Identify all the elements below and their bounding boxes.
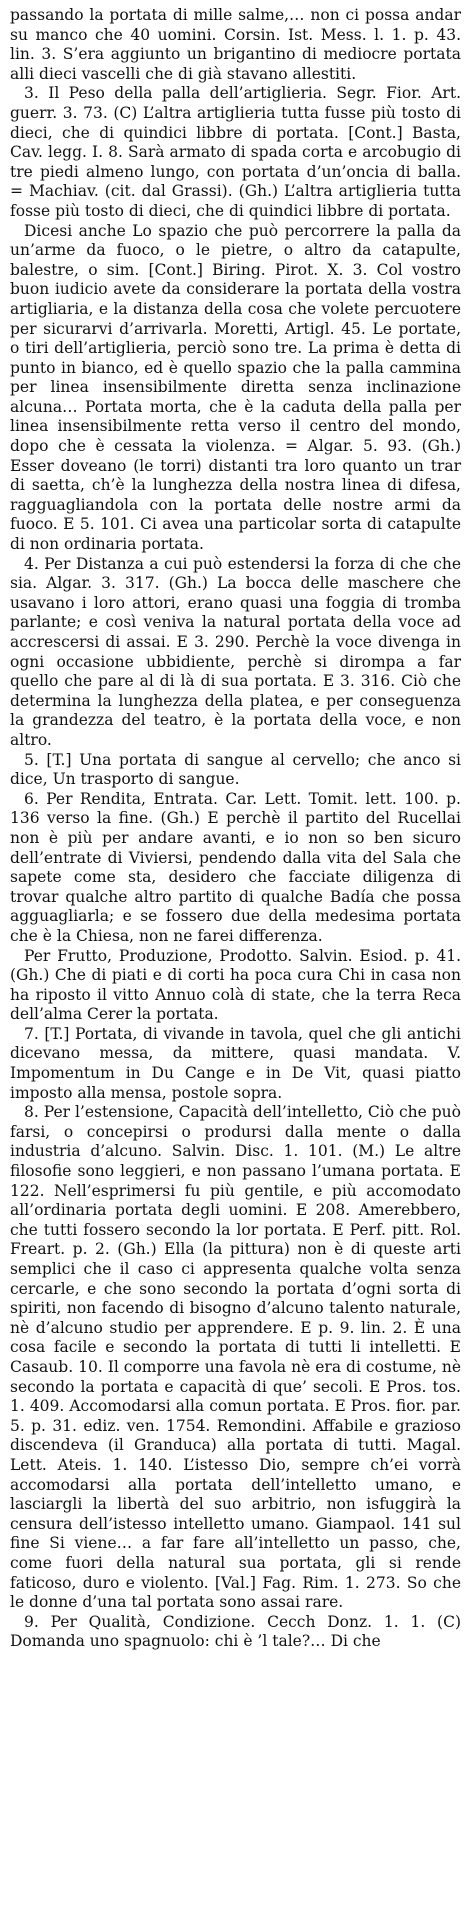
entry-sense-7: 7. [T.] Portata, di vivande in tavola, quel che gli antichi dicevano messa, da mittere, quasi mandata. V. Impomentum in Du Cange e in De Vit, quasi piatto imposto alla mensa, postole sopra. [10, 1024, 461, 1102]
entry-sense-8: 8. Per l’estensione, Capacità dell’intelletto, Ciò che può farsi, o concepirsi o prodursi dalla mente o dalla industria d’alcuno. Salvin. Disc. 1. 101. (M.) Le altre filosofie sono leggieri, e non passano l’umana portata. E 122. Nell’esprimersi fu più gentile, e più accomodato all’ordinaria portata degli uomini. E 208. Amerebbero, che tutti fossero secondo la lor portata. E Perf. pitt. Rol. Freart. p. 2. (Gh.) Ella (la pittura) non è di queste arti semplici che il caso ci appresenta qualche volta senza cercarle, e che sono secondo la portata d’ogni sorta di spiriti, non facendo di bisogno d’alcuno talento naturale, nè d’alcuno studio per apprendere. E p. 9. lin. 2. È una cosa facile e secondo la portata di tutti li intelletti. E Casaub. 10. Il comporre una favola nè era di costume, nè secondo la portata e capacità di que’ secoli. E Pros. tos. 1. 409. Accomodarsi alla comun portata. E Pros. fior. par. 5. p. 31. ediz. ven. 1754. Remondini. Affabile e grazioso discendeva (il Granduca) alla portata di tutti. Magal. Lett. Ateis. 1. 140. L’istesso Dio, sempre ch’ei vorrà accomodarsi alla portata dell’intelletto umano, e lasciargli la libertà del suo arbitrio, non isfuggirà la censura dell’istesso intelletto umano. Giampaol. 141 sul fine Si viene… a far fare all’intelletto un passo, che, come fuori della natural sua portata, gli si rende faticoso, duro e violento. [Val.] Fag. Rim. 1. 273. So che le donne d’una tal portata sono assai rare. [10, 1103, 461, 1612]
entry-sense-9: 9. Per Qualità, Condizione. Cecch Donz. 1. 1. (C) Domanda uno spagnuolo: chi è ’l tale?… Di che [10, 1612, 461, 1651]
entry-sense-3-range: Dicesi anche Lo spazio che può percorrere la palla da un’arme da fuoco, o le pietre, o altro da catapulte, balestre, o sim. [Cont.] Biring. Pirot. X. 3. Col vostro buon iudicio avete da considerare la portata della vostra artigliaria, e la distanza della cosa che volete percuotere per sicurarvi d’arrivarla. Moretti, Artigl. 45. Le portate, o tiri dell’artiglieria, perciò sono tre. La prima è detta di punto in bianco, ed è quello spazio che la palla cammina per linea insensibilmente diretta senza inclinazione alcuna… Portata morta, che è la caduta della palla per linea insensibilmente retta verso il centro del mondo, dopo che è cessata la violenza. = Algar. 5. 93. (Gh.) Esser doveano (le torri) distanti tra loro quanto un trar di saetta, ch’è la lunghezza della nostra linea di difesa, ragguagliandola con la portata delle nostre armi da fuoco. E 5. 101. Ci avea una particolar sorta di catapulte di non ordinaria portata. [10, 221, 461, 554]
entry-sense-4: 4. Per Distanza a cui può estendersi la forza di che che sia. Algar. 3. 317. (Gh.) La bocca delle maschere che usavano i loro attori, erano quasi una foggia di tromba parlante; e così veniva la natural portata della voce ad accrescersi di assai. E 3. 290. Perchè la voce divenga in ogni occasione ubbidiente, perchè si dirompa a far quello che pare al di là di sua portata. E 3. 316. Ciò che determina la lunghezza della platea, e per conseguenza la grandezza del teatro, è la portata della voce, e non altro. [10, 554, 461, 749]
entry-paragraph: passando la portata di mille salme,… non ci possa andar su manco che 40 uomini. Corsin. Ist. Mess. l. 1. p. 43. lin. 3. S’era aggiunto un brigantino di mediocre portata alli dieci vascelli che di già stavano allestiti. [10, 6, 461, 83]
entry-sense-6: 6. Per Rendita, Entrata. Car. Lett. Tomit. lett. 100. p. 136 verso la fine. (Gh.) E perchè il partito del Rucellai non è più per andare avanti, e io non so ben sicuro dell’entrate di Viviersi, pendendo dalla vita del Sala che sapete come sta, desidero che facciate diligenza di trovar qualche altro partito di qualche Badía che possa agguagliarla; e se fossero due della medesima portata che è la Chiesa, non ne farei differenza. [10, 789, 461, 945]
entry-sense-5: 5. [T.] Una portata di sangue al cervello; che anco si dice, Un trasporto di sangue. [10, 750, 461, 789]
entry-sense-3: 3. Il Peso della palla dell’artiglieria. Segr. Fior. Art. guerr. 3. 73. (C) L’altra artiglieria tutta fusse più tosto di dieci, che di quindici libbre di portata. [Cont.] Basta, Cav. legg. I. 8. Sarà armato di spada corta e arcobugio di tre piedi almeno lungo, con portata d’un’oncia di balla. = Machiav. (cit. dal Grassi). (Gh.) L’altra artiglieria tutta fosse più tosto di dieci, che di quindici libbre di portata. [10, 84, 461, 220]
entry-sense-6-frutto: Per Frutto, Produzione, Prodotto. Salvin. Esiod. p. 41. (Gh.) Che di piati e di corti ha poca cura Chi in casa non ha riposto il vitto Annuo colà di state, che la terra Reca dell’alma Cerer la portata. [10, 946, 461, 1024]
